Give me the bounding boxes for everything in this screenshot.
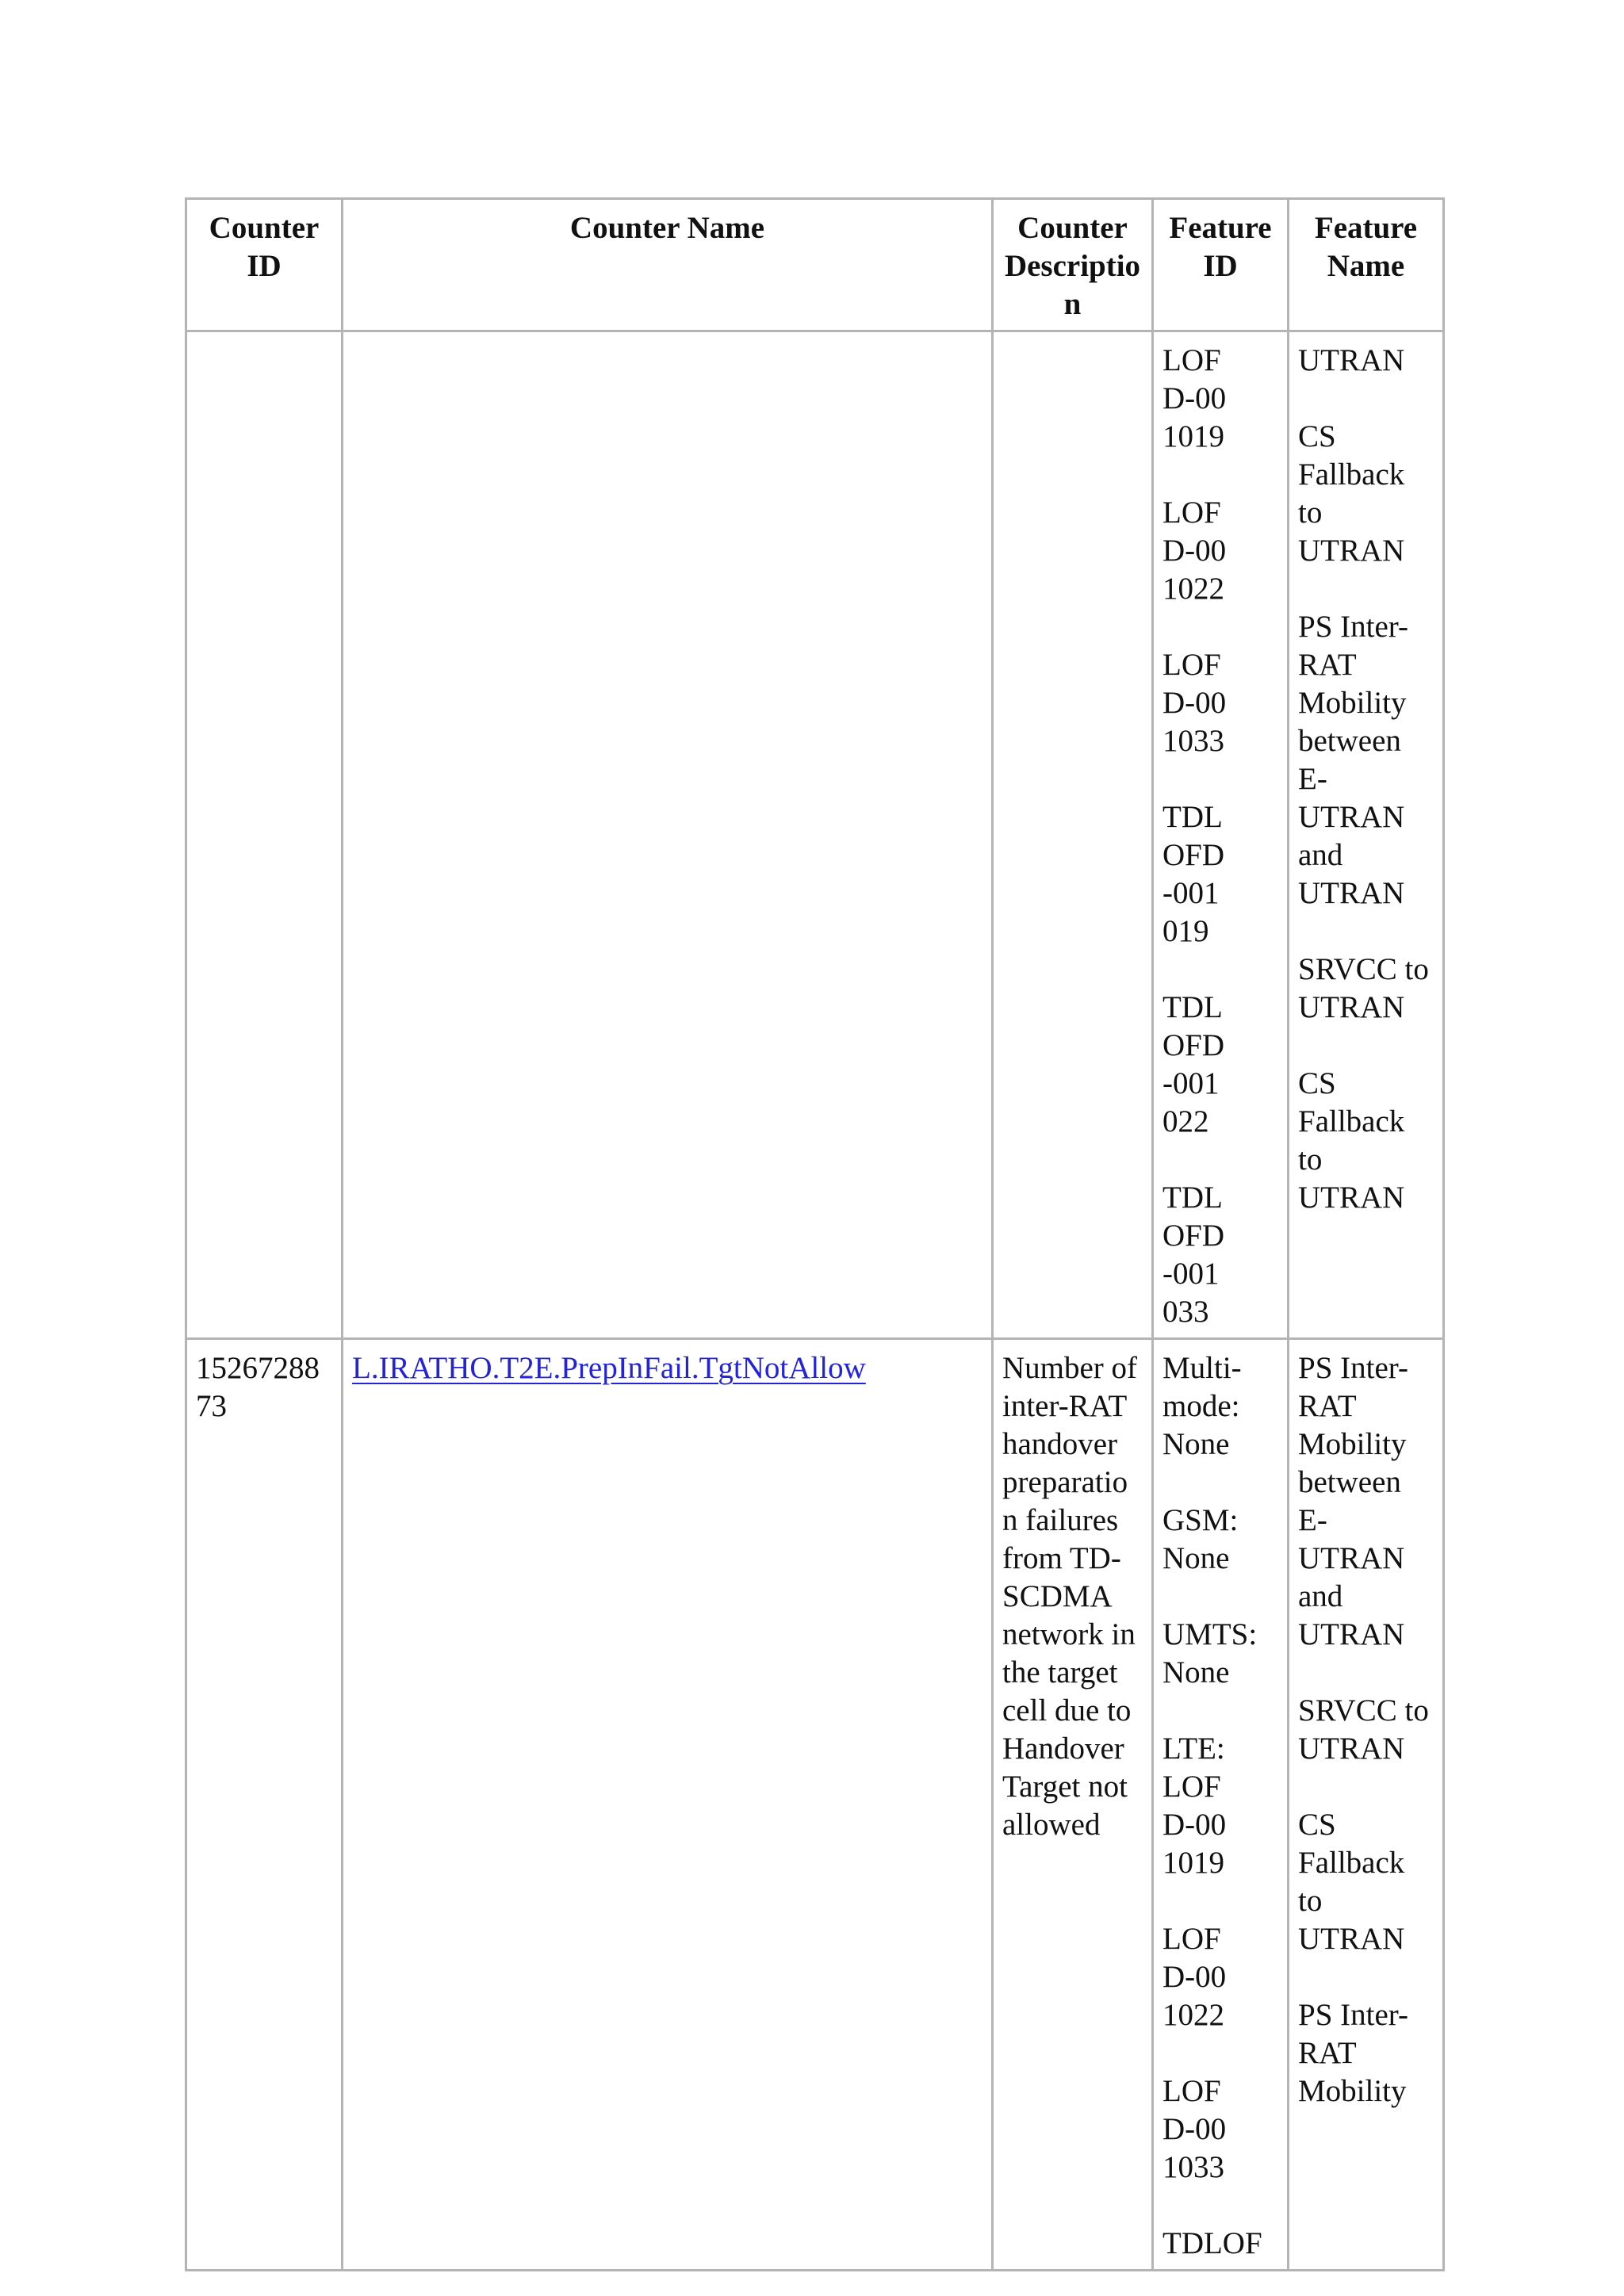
cell-counter-id: [186, 1339, 343, 2271]
cell-feature-names: [1289, 1339, 1444, 2271]
feature-name: SRVCC to UTRAN: [1298, 952, 1429, 1024]
counter-table: [185, 197, 1445, 2271]
feature-id: LOFD-001033: [1162, 2074, 1227, 2184]
counter-id: 1526728873: [196, 1351, 320, 1423]
header-feature-name: Feature Name: [1289, 199, 1444, 331]
counter-name-link[interactable]: L.IRATHO.T2E.PrepInFail.TgtNotAllow: [352, 1351, 866, 1385]
cell-feature-ids: [1153, 1339, 1289, 2271]
cell-feature-ids: [1153, 331, 1289, 1339]
feature-id: Multi-mode: None: [1162, 1351, 1242, 1461]
feature-name: CS Fallback to UTRAN: [1298, 419, 1405, 568]
cell-counter-id-empty: [186, 331, 343, 1339]
feature-id: LOFD-001033: [1162, 648, 1227, 758]
header-feature-id: Feature ID: [1153, 199, 1289, 331]
feature-id: LOFD-001022: [1162, 1922, 1227, 2032]
feature-id: UMTS: None: [1162, 1617, 1258, 1689]
header-counter-name: Counter Name: [343, 199, 993, 331]
cell-counter-description: [993, 1339, 1153, 2271]
feature-name: CS Fallback to UTRAN: [1298, 1808, 1405, 1956]
header-counter-id: Counter ID: [186, 199, 343, 331]
table-row-continued: [186, 331, 1444, 1339]
feature-name: PS Inter-RAT Mobility between E-UTRAN and UTRAN: [1298, 1351, 1408, 1651]
feature-id: TDLOFD-001022: [1162, 990, 1225, 1138]
feature-id: LOFD-001022: [1162, 496, 1227, 606]
feature-id: LTE: LOFD-001019: [1162, 1732, 1227, 1880]
table-header-row: [186, 199, 1444, 331]
cell-feature-names: [1289, 331, 1444, 1339]
feature-id: TDLOFD-001033: [1162, 1181, 1225, 1329]
feature-name: UTRAN: [1298, 343, 1405, 377]
feature-name: PS Inter-RAT Mobility between E-UTRAN and UTRAN: [1298, 610, 1408, 910]
feature-name: PS Inter-RAT Mobility: [1298, 1998, 1408, 2108]
feature-id: LOFD-001019: [1162, 343, 1227, 453]
feature-id: TDLOFD-001019: [1162, 800, 1225, 948]
cell-counter-description-empty: [993, 331, 1153, 1339]
cell-counter-name: [343, 1339, 993, 2271]
feature-id: GSM: None: [1162, 1503, 1239, 1575]
header-counter-description: Counter Description: [993, 199, 1153, 331]
table-row: [186, 1339, 1444, 2271]
feature-id: TDLOF: [1162, 2226, 1262, 2260]
cell-counter-name-empty: [343, 331, 993, 1339]
counter-description: Number of inter-RAT handover preparation failures from TD-SCDMA network in the target cell due to Handover Target not allowed: [1002, 1351, 1138, 1842]
feature-name: CS Fallback to UTRAN: [1298, 1066, 1405, 1215]
feature-name: SRVCC to UTRAN: [1298, 1693, 1429, 1766]
